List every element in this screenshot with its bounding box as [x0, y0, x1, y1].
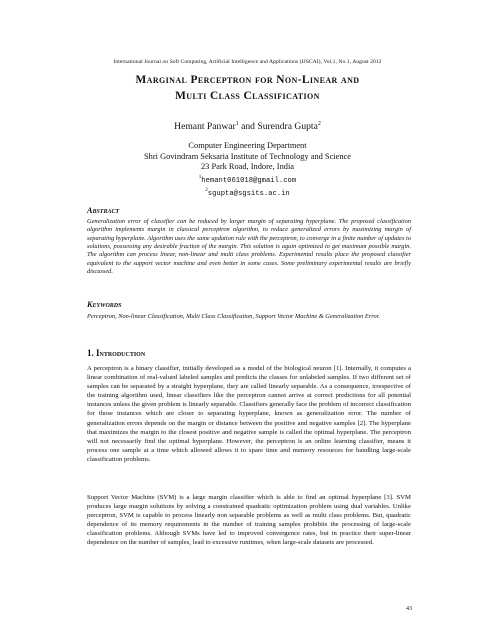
- introduction-paragraph-2: Support Vector Machine (SVM) is a large margin classifier which is able to find an optimal hyperplane [3]. SVM produces large margin solutions by solving a constrained quadratic optimization problem using dual variables. Unlike perceptron, SVM is capable to process linearly non separable problems as well as multi class problems. But, quadratic dependence of its memory requirements in the number of training samples prohibits the processing of large-scale classification problems. Although SVMs have led to improved convergence rates, but in practice their super-linear dependence on the number of samples, lead to excessive runtimes, when large-scale datasets are processed.: [87, 494, 411, 547]
- email-2-mark: 2: [205, 188, 208, 194]
- affiliation-block: [0, 141, 495, 200]
- introduction-heading: 1. Introduction: [87, 348, 146, 358]
- email-2: [0, 186, 495, 199]
- email-1-address: hemant061018@gmail.com: [201, 176, 297, 185]
- keywords-heading: Keywords: [87, 300, 122, 309]
- author-1: Hemant Panwar: [174, 121, 236, 133]
- email-1-mark: 1: [198, 174, 202, 180]
- abstract-text: Generalization error of classifier can be reduced by larger margin of separating hyperplane. The proposed classification algorithm implements margin in classical perceptron algorithm, to reduce generalized errors by maximizing margin of separating hyperplane. Algorithm uses the same updation rule with the perceptron, to converge in a finite number of updates to solutions, possessing any desirable fraction of the margin. This solution is again optimized to get maximum possible margin. The algorithm can process linear, non-linear and multi class problems. Experimental results place the proposed classifier equivalent to the support vector machine and even better in some cases. Some preliminary experimental results are briefly discussed.: [87, 218, 411, 276]
- author-2-affil-mark: 2: [317, 121, 321, 127]
- author-conjunction: and: [238, 121, 258, 133]
- keywords-text: Perceptron, Non-linear Classification, Multi Class Classification, Support Vector Machine & Generalization Error.: [87, 313, 381, 320]
- email-1: [0, 173, 495, 186]
- page-number: 43: [406, 606, 412, 612]
- introduction-paragraph-1: A perceptron is a binary classifier, initially developed as a model of the biological neuron [1]. Internally, it computes a linear combination of real-valued labeled samples and predicts the classes for unlabeled samples. If two different set of samples can be separated by a straight hyperplane, they are called linearly separable. As a consequence, irrespective of the training algorithm used, linear classifiers like the perceptron cannot arrive at correct predictions for all potential instances unless the given problem is linearly separable. Classifiers generally face the problem of incorrect classification for those instances which are closer to separating hyperplane, known as generalization error. The number of generalization errors depends on the margin or distance between the positive and negative samples [2]. The hyperplane that maximizes the margin to the closest positive and negative sample is called the optimal hyperplane. The perceptron will not necessarily find the optimal hyperplane. However, the perceptron is an online learning classifier, means it process one sample at a time which allowed allows it to spare time and memory resources for handling large-scale classification problems.: [87, 365, 411, 463]
- affiliation-address: 23 Park Road, Indore, India: [200, 162, 295, 172]
- affiliation-institute: Shri Govindram Seksaria Institute of Technology and Science: [144, 151, 351, 161]
- author-list: [0, 121, 495, 132]
- email-2-address: sgupta@sgsits.ac.in: [207, 189, 290, 198]
- journal-header: International Journal on Soft Computing, Artificial Intelligence and Applications (IJSCAI), Vol.1, No.1, August 2012: [113, 59, 382, 65]
- author-2: Surendra Gupta: [257, 121, 318, 133]
- abstract-heading: Abstract: [87, 206, 120, 215]
- title-line-2: Multi Class Classification: [175, 90, 320, 102]
- author-1-affil-mark: 1: [235, 121, 239, 127]
- affiliation-dept: Computer Engineering Department: [188, 141, 307, 150]
- paper-title: [60, 72, 435, 104]
- title-line-1: Marginal Perceptron for Non-Linear and: [135, 74, 360, 86]
